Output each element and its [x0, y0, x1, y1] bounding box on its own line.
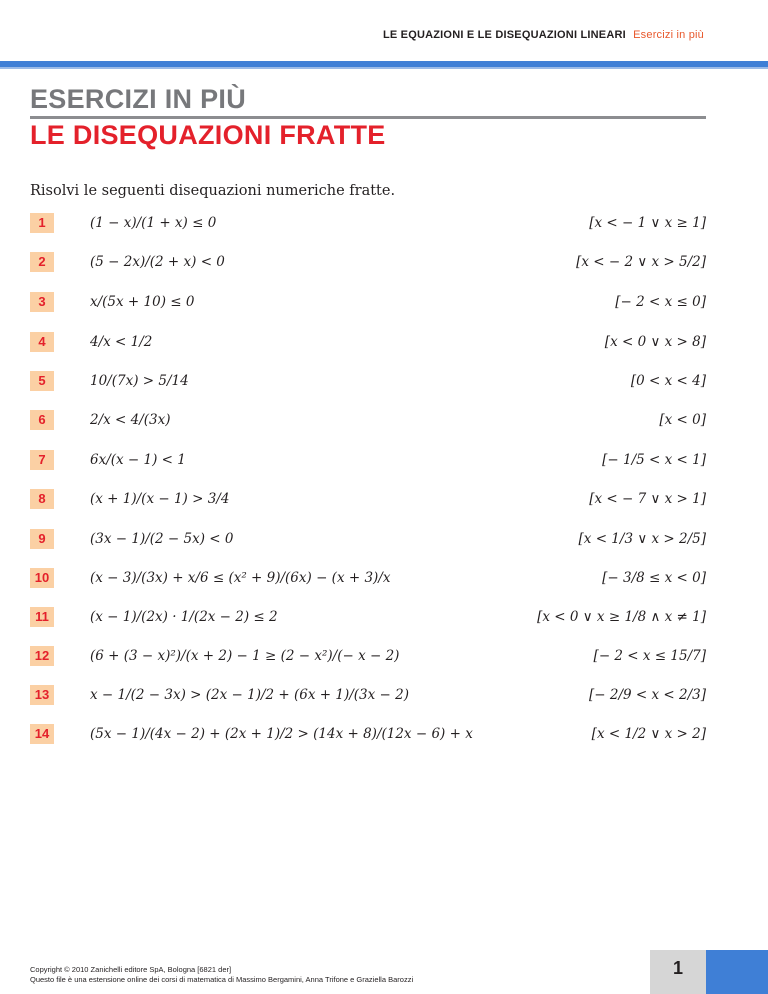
- running-header: [383, 29, 704, 41]
- page-number-box: [650, 950, 706, 994]
- exercise-row: [30, 405, 706, 435]
- inequality-text: 4/x < 1/2: [90, 334, 153, 350]
- exercise-number: 9: [30, 529, 54, 549]
- inequality-text: 6x/(x − 1) < 1: [90, 452, 186, 468]
- exercise-row: [30, 641, 706, 671]
- exercise-inequality: [90, 602, 278, 632]
- exercise-solution: [− 2/9 < x < 2/3]: [589, 687, 706, 703]
- page-corner-band: [706, 950, 768, 994]
- exercise-number: 7: [30, 450, 54, 470]
- exercise-inequality: [90, 524, 233, 554]
- exercise-number: 6: [30, 410, 54, 430]
- exercise-number: 8: [30, 489, 54, 509]
- exercise-row: [30, 327, 706, 357]
- exercise-row: [30, 719, 706, 749]
- intro-text: Risolvi le seguenti disequazioni numeriche fratte.: [30, 183, 396, 199]
- exercise-solution: [x < − 2 ∨ x > 5/2]: [576, 254, 706, 270]
- exercise-solution: [x < 1/2 ∨ x > 2]: [591, 726, 706, 742]
- inequality-text: (6 + (3 − x)²)/(x + 2) − 1 ≥ (2 − x²)/(− x − 2): [90, 648, 400, 664]
- exercise-row: [30, 287, 706, 317]
- exercise-row: [30, 445, 706, 475]
- header-band-light: [0, 67, 768, 69]
- exercise-row: [30, 563, 706, 593]
- exercise-number: 4: [30, 332, 54, 352]
- exercise-number: 2: [30, 252, 54, 272]
- exercise-row: [30, 524, 706, 554]
- inequality-text: 10/(7x) > 5/14: [90, 373, 189, 389]
- exercise-row: [30, 484, 706, 514]
- exercise-solution: [− 2 < x ≤ 15/7]: [593, 648, 706, 664]
- inequality-text: (x − 3)/(3x) + x/6 ≤ (x² + 9)/(6x) − (x + 3)/x: [90, 570, 391, 586]
- inequality-text: (x − 1)/(2x) · 1/(2x − 2) ≤ 2: [90, 609, 278, 625]
- exercise-solution: [x < − 1 ∨ x ≥ 1]: [589, 215, 706, 231]
- exercise-solution: [x < 1/3 ∨ x > 2/5]: [578, 531, 706, 547]
- exercise-number: 1: [30, 213, 54, 233]
- inequality-text: (3x − 1)/(2 − 5x) < 0: [90, 531, 234, 547]
- running-subtitle: Esercizi in più: [633, 29, 704, 41]
- inequality-text: (5 − 2x)/(2 + x) < 0: [90, 254, 225, 270]
- exercise-inequality: [90, 366, 189, 396]
- exercise-number: 14: [30, 724, 54, 744]
- exercise-inequality: [90, 327, 152, 357]
- exercise-inequality: [90, 484, 229, 514]
- running-title: LE EQUAZIONI E LE DISEQUAZIONI LINEARI: [382, 29, 626, 41]
- exercise-inequality: [90, 247, 225, 277]
- inequality-text: (x + 1)/(x − 1) > 3/4: [90, 491, 230, 507]
- exercise-number: 12: [30, 646, 54, 666]
- exercise-row: [30, 208, 706, 238]
- exercise-number: 13: [30, 685, 54, 705]
- exercise-solution: [x < − 7 ∨ x > 1]: [589, 491, 706, 507]
- inequality-text: (1 − x)/(1 + x) ≤ 0: [90, 215, 217, 231]
- exercise-number: 10: [30, 568, 54, 588]
- exercise-inequality: [90, 719, 473, 749]
- exercise-row: [30, 680, 706, 710]
- exercise-solution: [− 2 < x ≤ 0]: [615, 294, 706, 310]
- exercise-solution: [0 < x < 4]: [630, 373, 706, 389]
- exercise-row: [30, 366, 706, 396]
- exercise-solution: [x < 0 ∨ x > 8]: [604, 334, 706, 350]
- inequality-text: (5x − 1)/(4x − 2) + (2x + 1)/2 > (14x + 8)/(12x − 6) + x: [90, 726, 473, 742]
- exercise-solution: [x < 0]: [659, 412, 706, 428]
- exercise-inequality: [90, 445, 186, 475]
- exercise-solution: [− 3/8 ≤ x < 0]: [602, 570, 706, 586]
- page-number: 1: [672, 958, 683, 978]
- exercise-number: 5: [30, 371, 54, 391]
- extension-line: Questo file è una estensione online dei corsi di matematica di Massimo Bergamini, Anna Trifone e Graziella Barozzi: [30, 975, 414, 984]
- exercise-solution: [− 1/5 < x < 1]: [602, 452, 706, 468]
- exercise-inequality: [90, 680, 409, 710]
- exercise-row: [30, 247, 706, 277]
- inequality-text: x/(5x + 10) ≤ 0: [90, 294, 195, 310]
- inequality-text: 2/x < 4/(3x): [90, 412, 171, 428]
- exercise-number: 11: [30, 607, 54, 627]
- topic-title: LE DISEQUAZIONI FRATTE: [30, 120, 386, 150]
- exercise-inequality: [90, 405, 171, 435]
- exercise-row: [30, 602, 706, 632]
- section-title: ESERCIZI IN PIÙ: [30, 84, 247, 114]
- exercise-inequality: [90, 641, 399, 671]
- exercise-inequality: [90, 208, 216, 238]
- exercise-solution: [x < 0 ∨ x ≥ 1/8 ∧ x ≠ 1]: [537, 609, 706, 625]
- exercise-inequality: [90, 563, 390, 593]
- exercise-inequality: [90, 287, 194, 317]
- exercise-number: 3: [30, 292, 54, 312]
- footer: [30, 965, 413, 985]
- title-rule: [30, 116, 706, 119]
- copyright-line: Copyright © 2010 Zanichelli editore SpA, Bologna [6821 der]: [30, 965, 232, 974]
- inequality-text: x − 1/(2 − 3x) > (2x − 1)/2 + (6x + 1)/(3x − 2): [90, 687, 409, 703]
